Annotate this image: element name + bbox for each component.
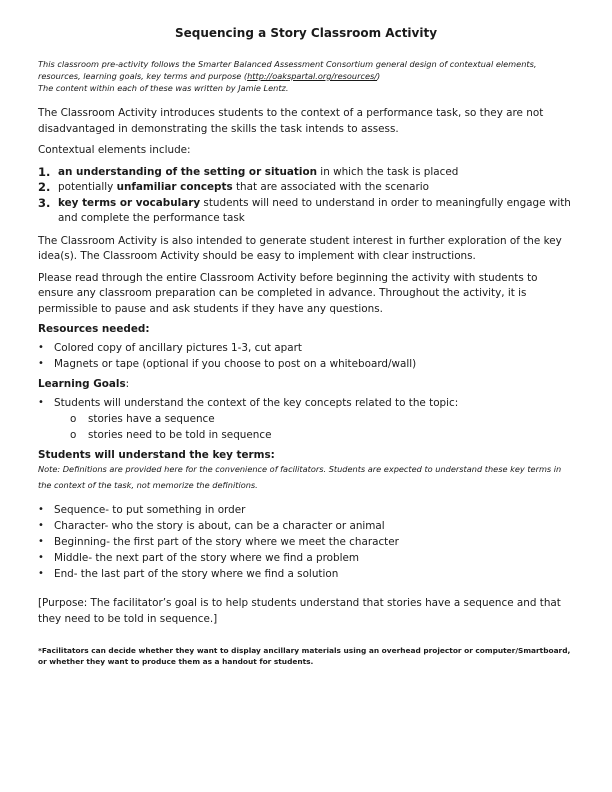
circle-bullet-icon: o	[70, 413, 77, 425]
bullet-icon: •	[38, 520, 44, 531]
goals-heading-bold: Learning Goals	[38, 378, 126, 390]
sub-list-item	[54, 411, 574, 427]
intro-note	[38, 58, 574, 94]
item-text: potentially	[58, 181, 117, 193]
item-text: stories need to be told in sequence	[88, 429, 272, 441]
key-terms-note: Note: Definitions are provided here for the convenience of facilitators. Students are expected to understand these key terms in the context of the task, not memorize the definitions.	[38, 464, 562, 490]
author-credit: The content within each of these was written by Jamie Lentz.	[38, 83, 289, 93]
document-page	[38, 26, 574, 667]
intro-text: This classroom pre-activity follows the Smarter Balanced Assessment Consortium general design of contextual elements, resources, learning goals, key terms and purpose (	[38, 59, 537, 81]
intro-text-end: )	[377, 71, 381, 81]
goals-heading	[38, 378, 574, 390]
item-text: Colored copy of ancillary pictures 1-3, cut apart	[54, 342, 302, 354]
list-item	[38, 566, 574, 582]
list-item	[38, 502, 574, 518]
footnote: *Facilitators can decide whether they want to display ancillary materials using an overhead projector or computer/Smartboard, or whether they want to produce them as a handout for students.	[38, 646, 571, 666]
item-text: Students will understand the context of the key concepts related to the topic:	[54, 397, 459, 409]
document-title: Sequencing a Story Classroom Activity	[174, 26, 438, 40]
item-text: that are associated with the scenario	[232, 181, 430, 193]
item-bold: unfamiliar concepts	[116, 181, 233, 193]
goals-list	[38, 395, 574, 443]
item-text: Character- who the story is about, can be a character or animal	[54, 520, 385, 532]
item-text: students will need to understand in order to meaningfully engage with and complete the performance task	[58, 196, 571, 224]
list-item	[38, 356, 574, 372]
resources-list	[38, 340, 574, 372]
key-terms-heading: Students will understand the key terms:	[38, 449, 275, 461]
bullet-icon: •	[38, 552, 44, 563]
list-item	[38, 395, 574, 443]
resources-link[interactable]: http://oakspartal.org/resources/	[247, 71, 378, 81]
list-item	[38, 518, 574, 534]
item-text: Sequence- to put something in order	[54, 504, 246, 516]
bullet-icon: •	[38, 358, 44, 369]
paragraph-instructions: Please read through the entire Classroom Activity before beginning the activity with students to ensure any classroom preparation can be completed in advance. Throughout the activity, it is permissible to pause and ask students if they have any questions.	[38, 271, 538, 315]
bullet-icon: •	[38, 504, 44, 515]
item-text: Middle- the next part of the story where we find a problem	[54, 552, 360, 564]
item-number: 2.	[38, 180, 51, 194]
list-item	[38, 180, 574, 196]
goals-heading-colon: :	[125, 378, 130, 390]
contextual-list	[38, 165, 574, 227]
list-item	[38, 196, 574, 227]
item-text: End- the last part of the story where we find a solution	[54, 568, 339, 580]
item-text: Magnets or tape (optional if you choose to post on a whiteboard/wall)	[54, 358, 417, 370]
contextual-label: Contextual elements include:	[38, 144, 191, 156]
list-item	[38, 340, 574, 356]
paragraph-interest: The Classroom Activity is also intended to generate student interest in further exploration of the key idea(s). The Classroom Activity should be easy to implement with clear instructions.	[38, 234, 562, 262]
bullet-icon: •	[38, 342, 44, 353]
bullet-icon: •	[38, 397, 44, 408]
item-text: Beginning- the first part of the story where we meet the character	[54, 536, 399, 548]
goals-sub-list	[54, 411, 574, 443]
item-bold: key terms or vocabulary	[58, 196, 201, 209]
sub-list-item	[54, 427, 574, 443]
item-text: in which the task is placed	[317, 165, 459, 178]
bullet-icon: •	[38, 536, 44, 547]
bullet-icon: •	[38, 568, 44, 579]
resources-heading: Resources needed:	[38, 323, 150, 335]
item-number: 1.	[38, 164, 51, 179]
list-item	[38, 165, 574, 181]
purpose-statement: [Purpose: The facilitator’s goal is to help students understand that stories have a sequence and that they need to be told in sequence.]	[38, 597, 561, 625]
list-item	[38, 534, 574, 550]
key-terms-list	[38, 502, 574, 582]
list-item	[38, 550, 574, 566]
paragraph-intro: The Classroom Activity introduces students to the context of a performance task, so they are not disadvantaged in demonstrating the skills the task intends to assess.	[38, 107, 544, 135]
item-bold: an understanding of the setting or situation	[58, 165, 317, 178]
item-text: stories have a sequence	[88, 413, 215, 425]
item-number: 3.	[38, 195, 51, 210]
circle-bullet-icon: o	[70, 429, 77, 441]
